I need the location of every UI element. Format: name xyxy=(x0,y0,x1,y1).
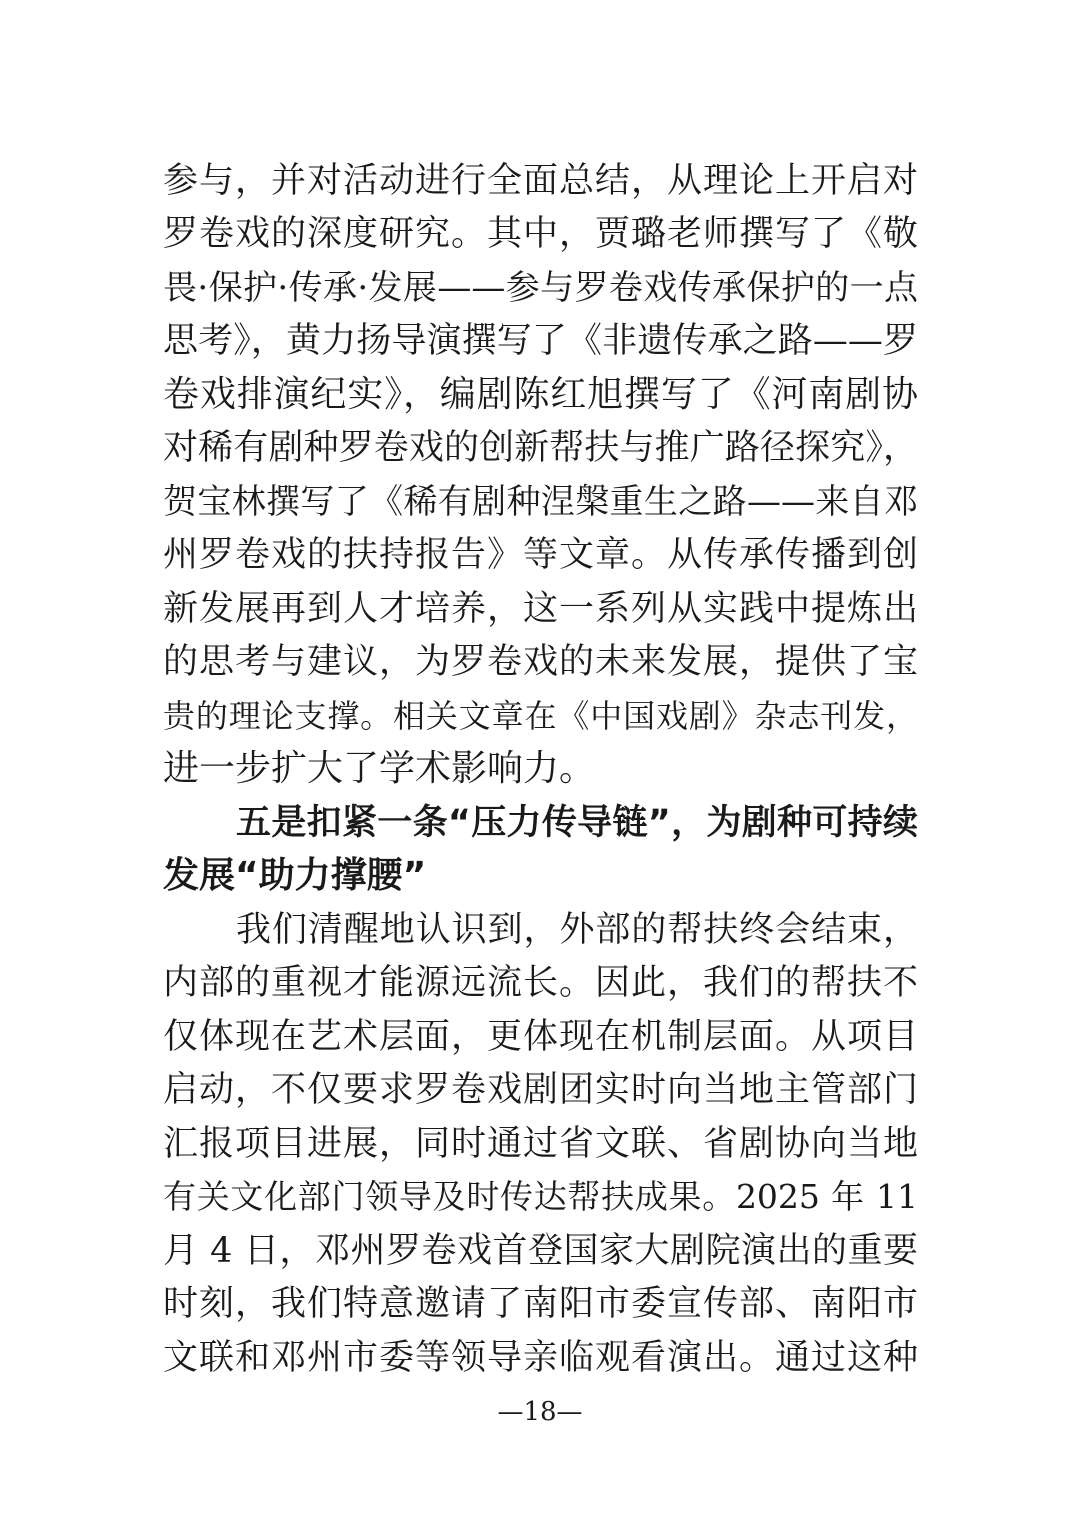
body-text-line: 畏·保护·传承·发展——参与罗卷戏传承保护的一点 xyxy=(163,268,918,308)
body-text-line: 时刻，我们特意邀请了南阳市委宣传部、南阳市 xyxy=(163,1284,918,1324)
body-text-line: 思考》，黄力扬导演撰写了《非遗传承之路——罗 xyxy=(163,321,918,361)
body-text-line: 内部的重视才能源远流长。因此，我们的帮扶不 xyxy=(163,963,918,1003)
body-text-line: 进一步扩大了学术影响力。 xyxy=(163,748,596,789)
body-text-line: 州罗卷戏的扶持报告》等文章。从传承传播到创 xyxy=(163,535,918,575)
body-text-line: 汇报项目进展，同时通过省文联、省剧协向当地 xyxy=(163,1124,918,1164)
body-text-line: 对稀有剧种罗卷戏的创新帮扶与推广路径探究》， xyxy=(163,428,918,468)
body-text-line: 罗卷戏的深度研究。其中，贾璐老师撰写了《敬 xyxy=(163,214,918,254)
section-heading: 五是扣紧一条“压力传导链”，为剧种可持续 xyxy=(236,803,918,843)
body-text-line: 贵的理论支撑。相关文章在《中国戏剧》杂志刊发， xyxy=(163,697,918,735)
body-text-line: 卷戏排演纪实》，编剧陈红旭撰写了《河南剧协 xyxy=(163,374,918,415)
body-text-line: 仅体现在艺术层面，更体现在机制层面。从项目 xyxy=(163,1017,918,1057)
body-text-line: 文联和邓州市委等领导亲临观看演出。通过这种 xyxy=(163,1338,918,1378)
body-text-line: 月 4 日，邓州罗卷戏首登国家大剧院演出的重要 xyxy=(163,1231,918,1271)
body-text-line: 的思考与建议，为罗卷戏的未来发展，提供了宝 xyxy=(163,642,918,682)
body-text-line: 贺宝林撰写了《稀有剧种涅槃重生之路——来自邓 xyxy=(163,482,918,522)
body-text-line: 新发展再到人才培养，这一系列从实践中提炼出 xyxy=(163,589,918,629)
page-number: —18— xyxy=(497,1397,583,1427)
body-text-line: 有关文化部门领导及时传达帮扶成果。2025 年 11 xyxy=(163,1177,918,1216)
body-text-line: 启动，不仅要求罗卷戏剧团实时向当地主管部门 xyxy=(163,1070,918,1110)
body-text-line: 我们清醒地认识到，外部的帮扶终会结束， xyxy=(236,910,918,950)
body-text-line: 参与，并对活动进行全面总结，从理论上开启对 xyxy=(163,161,918,201)
section-heading: 发展“助力撑腰” xyxy=(163,855,427,896)
